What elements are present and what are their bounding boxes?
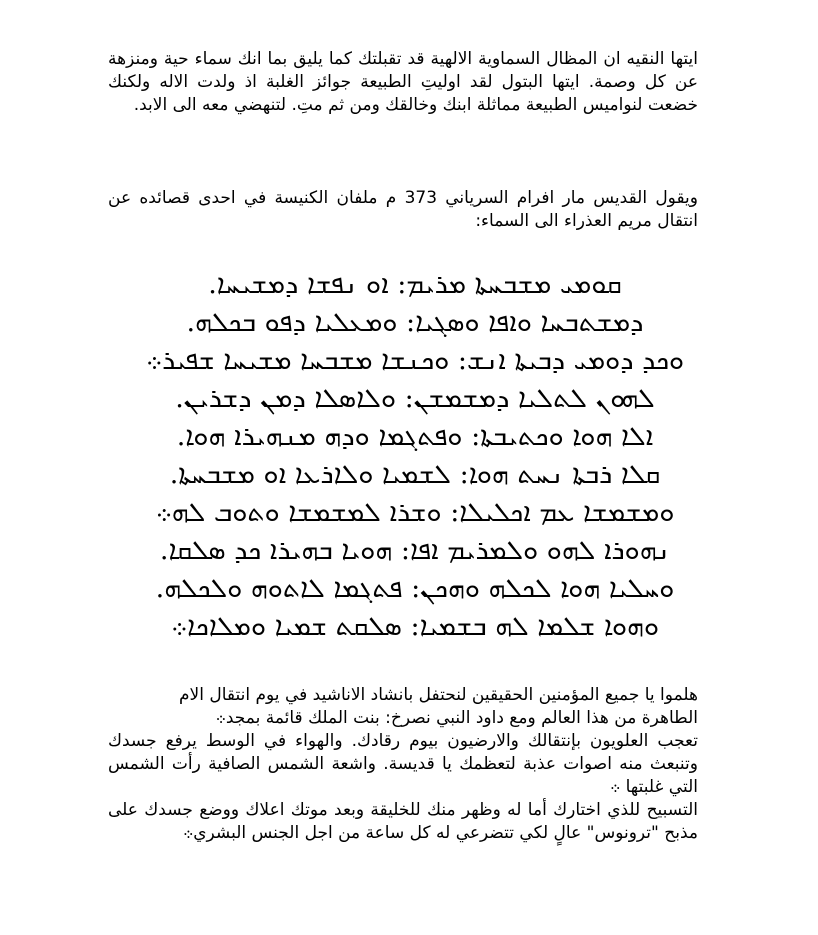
hymn-line: ܘܟܕ ܕܘܡܝ ܕܒܝܬܐ ܐܢܫ: ܘܟܢܫܐ ܡܫܒܚܐ ܡܫܝܚܐ ܫܦܝܪ܀ — [145, 345, 685, 376]
hymn-paragraph-line: هلموا يا جميع المؤمنين الحقيقين لنحتفل بانشاد الاناشيد في يوم انتقال الام — [179, 685, 698, 705]
hymn-line: ܕܡܫܬܒܚܐ ܘܐܦܐ ܘܣܓܝܐ: ܘܡܥܠܝܐ ܕܦܘ ܒܟܠܗ. — [186, 307, 644, 338]
hymn-paragraph-line: الطاهرة من هذا العالم ومع داود النبي نصرخ: بنت الملك قائمة بمجد܀ — [215, 708, 698, 728]
hymn-paragraph — [108, 684, 698, 845]
intro-text: ايتها النقيه ان المظال السماوية الالهية قد تقبلتك كما يليق بما انك سماء حية ومنزهة عن كل وصمة. ايتها البتول لقد اوليتِ الطبيعة جوائز الغلبة اذ ولدت الاله ولكنك خضعت لنواميس الطبيعة مماثلة ابنك وخالقك ومن ثم متِ. لتنهضي معه الى الابد. — [108, 49, 698, 115]
hymn-line: ܐܠܐ ܗܘܐ ܘܟܬܝܒܬܐ: ܘܦܬܓܡܐ ܘܕܗ ܡܢܗܝܪܐ ܗܘܐ. — [176, 421, 654, 452]
hymn-line: ܢܗܘܪܐ ܠܗܘ ܘܠܡܪܝܡ ܐܦܐ: ܗܘܝܐ ܒܗܝܪܐ ܟܕ ܣܠܩܐ. — [159, 535, 671, 566]
hymn-line: ܘܗܘܐ ܫܠܡܐ ܠܗ ܒܫܡܝܐ: ܣܠܩܬ ܫܡܝܐ ܘܡܠܐܟܐ܀ — [170, 611, 660, 642]
syriac-hymn — [95, 266, 735, 646]
hymn-line: ܠܗܘܢ ܠܬܠܝܐ ܕܡܫܡܫܢ: ܘܠܐܣܠܐ ܕܡܢ ܕܫܪܝܢ. — [175, 383, 655, 414]
hymn-line: ܘܡܫܡܫܐ ܥܡ ܐܟܠܝܠܐ: ܘܫܪܐ ܠܡܫܡܫܐ ܘܬܘܒ ܠܗ܀ — [155, 497, 675, 528]
hymn-line: ܩܘܡܝ ܡܫܒܚܬܐ ܡܪܝܡ: ܐܘ ܢܦܫܐ ܕܡܫܝܚܐ. — [208, 269, 622, 300]
praise-paragraph: التسبيح للذي اختارك أما له وظهر منك للخليقة وبعد موتك اعلاك ووضع جسدك على مذبح "ترونوس" عالٍ لكي تتضرعي له كل ساعة من اجل الجنس البشري܀ — [108, 800, 698, 843]
hymn-line: ܘܚܠܝܐ ܗܘܐ ܠܟܠܗ ܘܗܟܢ: ܦܬܓܡܐ ܠܐܬܘܗ ܘܠܟܠܗ. — [155, 573, 675, 604]
wonder-paragraph: تعجب العلويون بإنتقالك والارضيون بيوم رقادك. والهواء في الوسط يرفع جسدك وتنبعث منه اصوات عذبة لتعظمك يا قديسة. واشعة الشمس الصافية رأت الشمس التي غلبتها ܀ — [108, 731, 698, 797]
ephrem-intro-paragraph — [108, 187, 698, 233]
ephrem-intro-text: ويقول القديس مار افرام السرياني 373 م ملفان الكنيسة في احدى قصائده عن انتقال مريم العذراء الى السماء: — [108, 188, 698, 231]
hymn-line: ܩܠܐ ܪܒܬܐ ܢܚܬ ܗܘܐ: ܠܫܡܝܐ ܘܠܐܪܥܐ ܐܘ ܡܫܒܚܬܐ. — [169, 459, 661, 490]
intro-paragraph — [108, 48, 698, 117]
